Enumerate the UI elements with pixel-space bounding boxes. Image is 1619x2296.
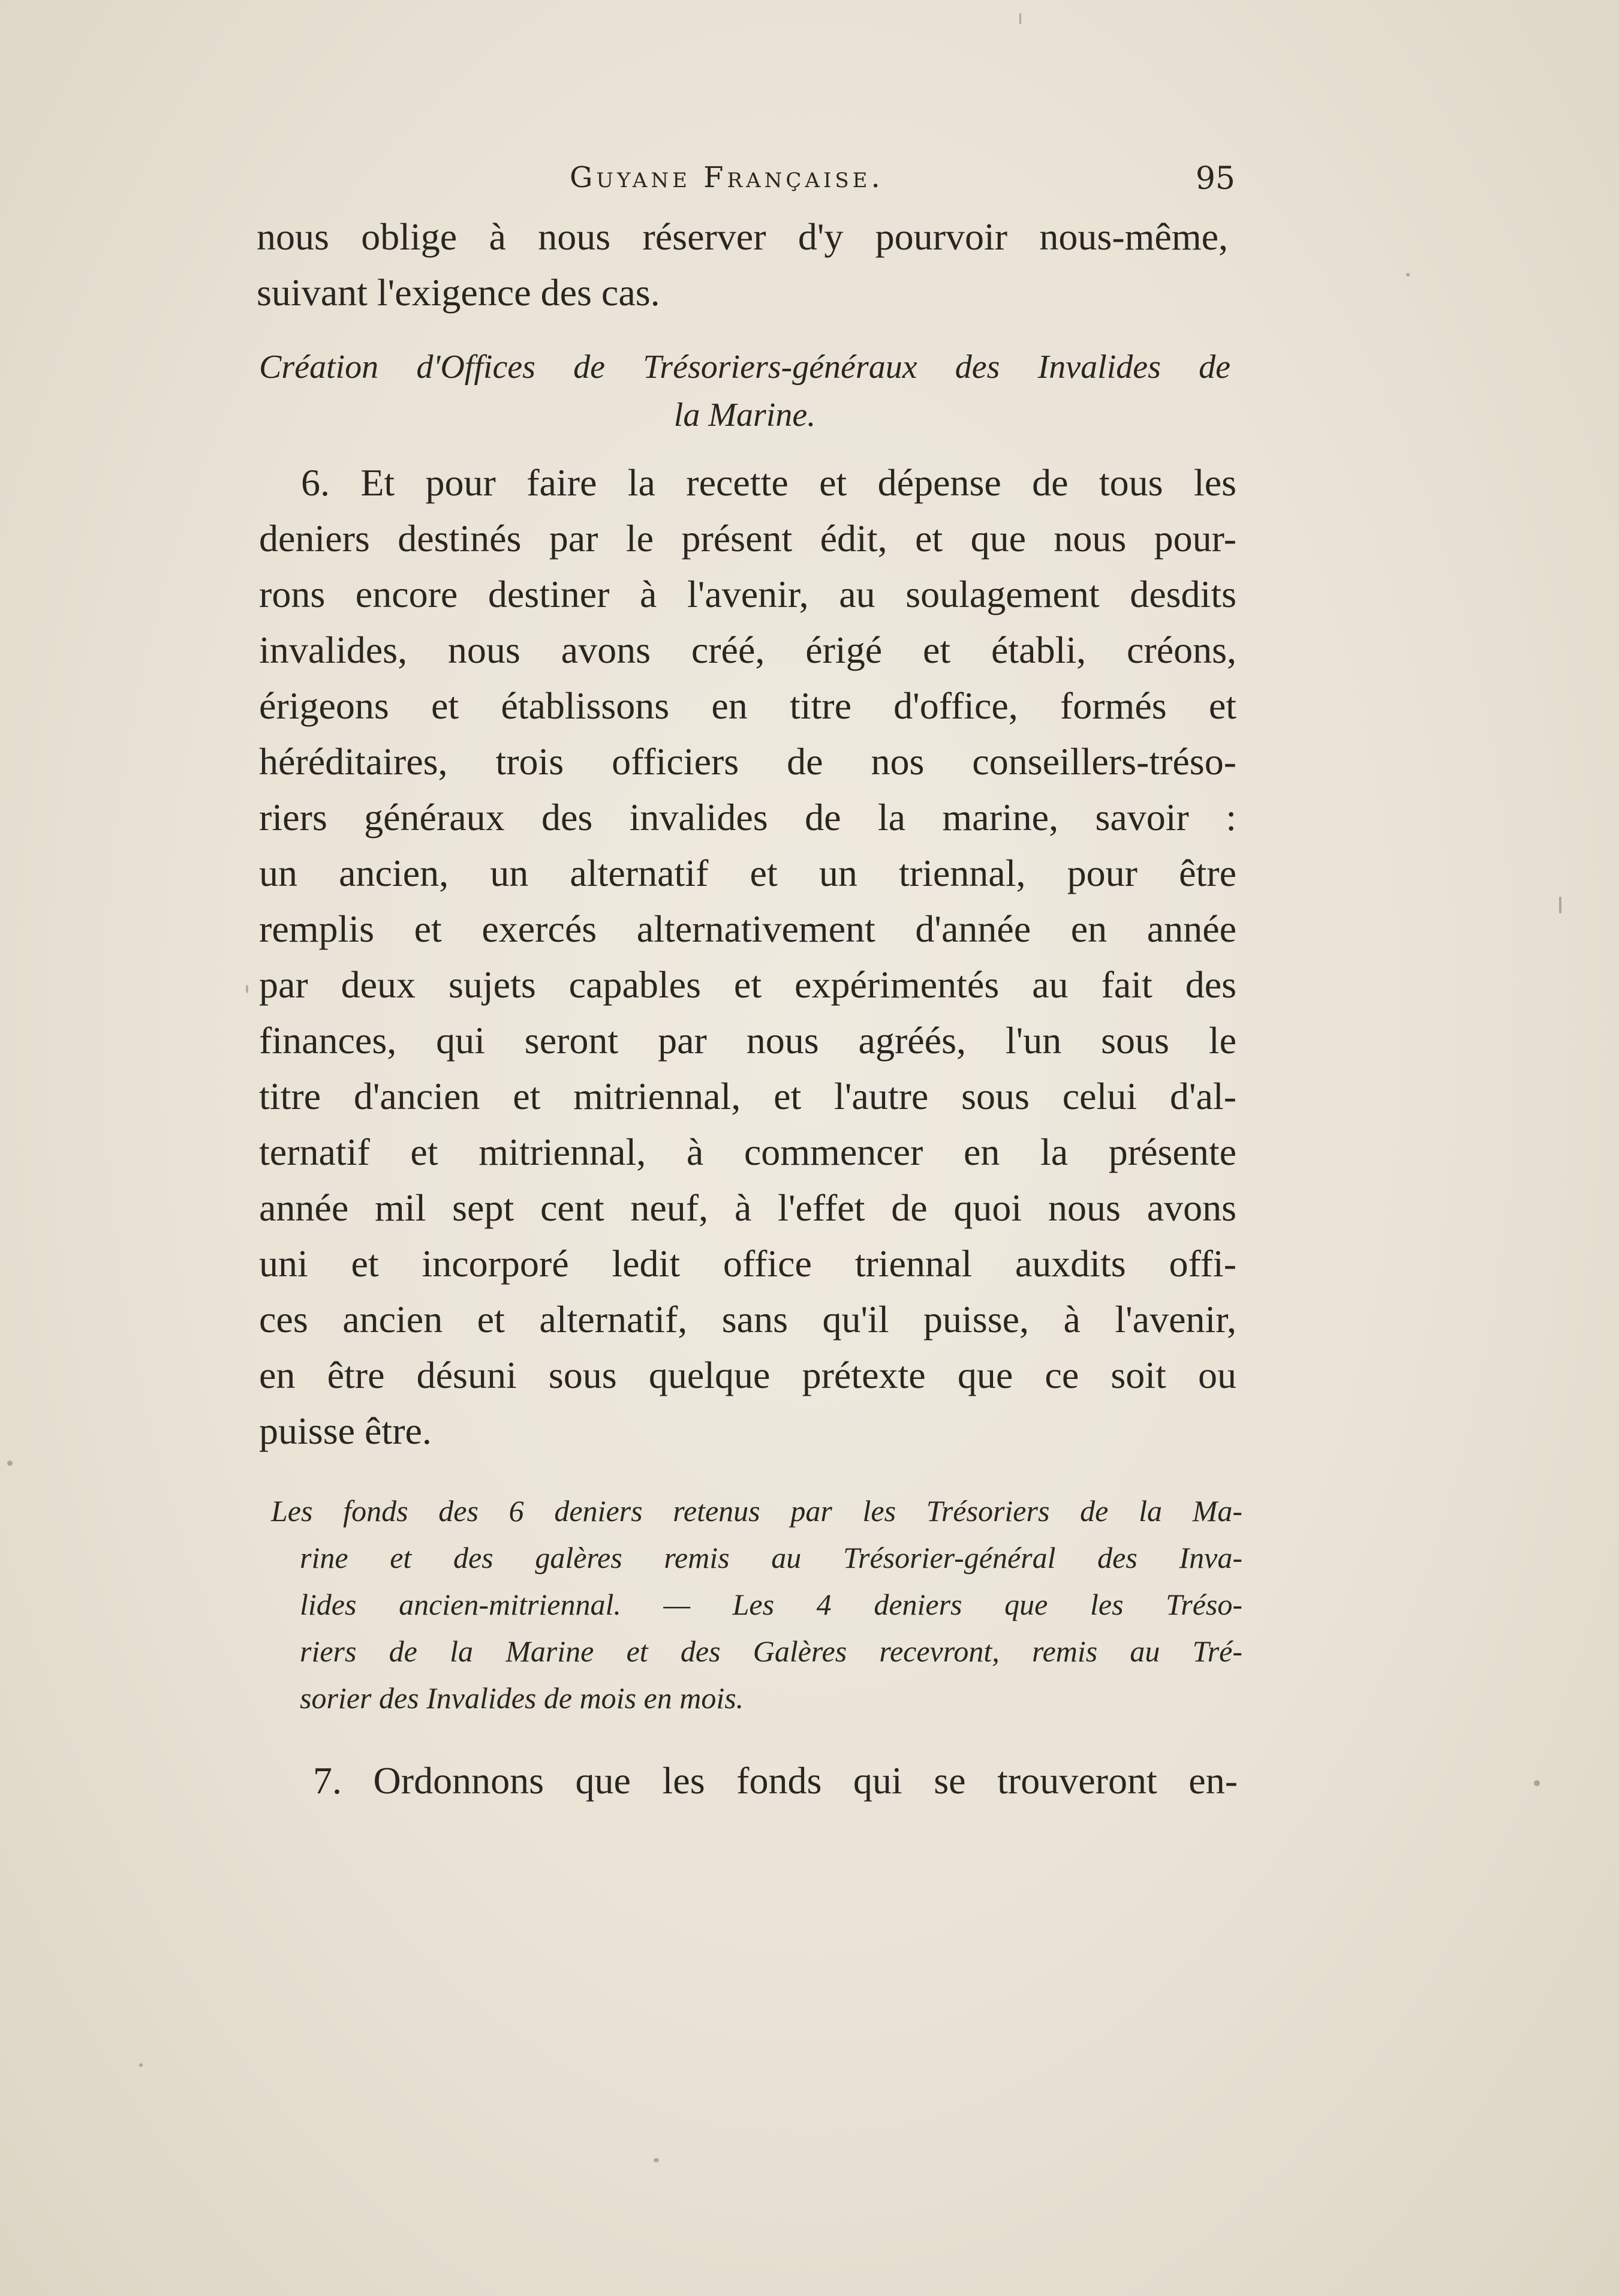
paper-speck [139,2063,143,2067]
article-6-line: finances, qui seront par nous agréés, l'un sous le [259,1019,1236,1062]
article-6-line: uni et incorporé ledit office triennal auxdits offi- [259,1242,1236,1285]
paper-speck [1534,1780,1540,1786]
article-6-line: érigeons et établissons en titre d'office, formés et [259,684,1236,727]
side-note-line: sorier des Invalides de mois en mois. [300,1681,744,1715]
paper-speck [654,2158,659,2162]
running-title: Guyane Française. [570,161,884,194]
article-6-line: 6. Et pour faire la recette et dépense de tous les [301,461,1236,504]
paper-speck [1406,273,1410,277]
running-header [252,161,1235,209]
article-6-line: en être désuni sous quelque prétexte que ce soit ou [259,1354,1236,1396]
article-6-line: remplis et exercés alternativement d'année en année [259,907,1236,950]
side-note-line: riers de la Marine et des Galères recevront, remis au Tré- [300,1634,1242,1668]
paper-speck [1559,897,1561,913]
article-6-last-line: puisse être. [259,1410,432,1452]
intro-paragraph [257,209,1228,265]
article-6-line: un ancien, un alternatif et un triennal, pour être [259,852,1236,894]
article-6-line: par deux sujets capables et expérimentés au fait des [259,963,1236,1006]
paper-speck [246,985,248,993]
section-heading-line-2: la Marine. [673,396,816,434]
article-6 [259,455,1236,1459]
article-6-line: titre d'ancien et mitriennal, et l'autre sous celui d'al- [259,1075,1236,1117]
page-number: 95 [1195,161,1235,197]
article-6-line: riers généraux des invalides de la marine, savoir : [259,796,1236,839]
side-note-line: Les fonds des 6 deniers retenus par les Trésoriers de la Ma- [271,1494,1242,1528]
article-6-line: ternatif et mitriennal, à commencer en la présente [259,1131,1236,1173]
side-note-line: rine et des galères remis au Trésorier-général des Inva- [300,1541,1242,1574]
intro-line-2: suivant l'exigence des cas. [257,271,660,314]
article-7 [259,1753,1238,1808]
article-6-line: deniers destinés par le présent édit, et que nous pour- [259,517,1236,560]
side-note-line: lides ancien-mitriennal. — Les 4 deniers que les Tréso- [300,1588,1242,1621]
article-6-line: année mil sept cent neuf, à l'effet de quoi nous avons [259,1186,1236,1229]
intro-line-1: nous oblige à nous réserver d'y pourvoir nous-même, [257,215,1228,258]
article-6-line: ces ancien et alternatif, sans qu'il puisse, à l'avenir, [259,1298,1236,1341]
intro-paragraph-end [257,265,660,320]
article-6-line: rons encore destiner à l'avenir, au soulagement desdits [259,573,1236,615]
article-7-line: 7. Ordonnons que les fonds qui se trouveront en- [313,1759,1238,1802]
article-6-line: invalides, nous avons créé, érigé et établi, créons, [259,629,1236,671]
paper-speck [1019,13,1021,24]
side-note [271,1487,1242,1721]
section-heading [259,343,1230,439]
section-heading-line-1: Création d'Offices de Trésoriers-généraux des Invalides de [259,348,1230,386]
article-6-line: héréditaires, trois officiers de nos conseillers-tréso- [259,740,1236,783]
paper-speck [7,1460,13,1466]
